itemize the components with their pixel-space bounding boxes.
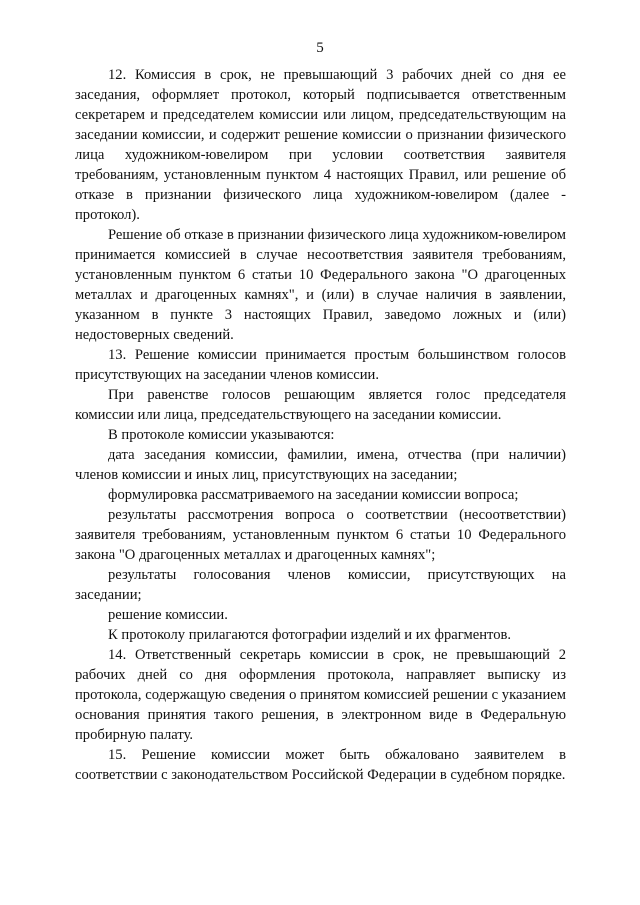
list-item-question-wording: формулировка рассматриваемого на заседании комиссии вопроса; [108, 487, 519, 503]
paragraph-attachments: К протоколу прилагаются фотографии изделий и их фрагментов. [108, 627, 512, 643]
paragraph-refusal-decision: Решение об отказе в признании физического лица художником-ювелиром принимается комиссией в случае несоответствия заявителя требованиям, установленным пунктом 6 статьи 10 Федерального закона "О драгоценных металлах и драгоценных камнях", и (или) в случае наличия в заявлении, указанном в пункте 3 настоящих Правил, заведомо ложных и (или) недостоверных сведений. [75, 227, 566, 343]
paragraph-14: 14. Ответственный секретарь комиссии в срок, не превышающий 2 рабочих дней со дня оформления протокола, направляет выписку из протокола, содержащую сведения о принятом комиссией решении с указанием основания принятия такого решения, в электронном виде в Федеральную пробирную палату. [75, 647, 566, 743]
list-item-voting-results: результаты голосования членов комиссии, присутствующих на заседании; [75, 567, 566, 603]
paragraph-tie-vote: При равенстве голосов решающим является голос председателя комиссии или лица, председательствующего на заседании комиссии. [75, 387, 566, 423]
paragraph-protocol-contents: В протоколе комиссии указываются: [108, 427, 335, 443]
paragraph-13: 13. Решение комиссии принимается простым большинством голосов присутствующих на заседании членов комиссии. [75, 347, 566, 383]
page-number: 5 [316, 40, 324, 56]
paragraph-15: 15. Решение комиссии может быть обжаловано заявителем в соответствии с законодательством Российской Федерации в судебном порядке. [75, 747, 566, 783]
list-item-commission-decision: решение комиссии. [108, 607, 228, 623]
document-body [75, 65, 566, 785]
list-item-meeting-date: дата заседания комиссии, фамилии, имена, отчества (при наличии) членов комиссии и иных лиц, присутствующих на заседании; [75, 447, 566, 483]
list-item-review-results: результаты рассмотрения вопроса о соответствии (несоответствии) заявителя требованиям, установленным пунктом 6 статьи 10 Федерального закона "О драгоценных металлах и драгоценных камнях"; [75, 507, 566, 563]
paragraph-12: 12. Комиссия в срок, не превышающий 3 рабочих дней со дня ее заседания, оформляет протокол, который подписывается ответственным секретарем и председателем комиссии или лицом, председательствующим на заседании комиссии, и содержит решение комиссии о признании физического лица художником-ювелиром при условии соответствия заявителя требованиям, установленным пунктом 4 настоящих Правил, или решение об отказе в признании физического лица художником-ювелиром (далее - протокол). [75, 67, 566, 223]
